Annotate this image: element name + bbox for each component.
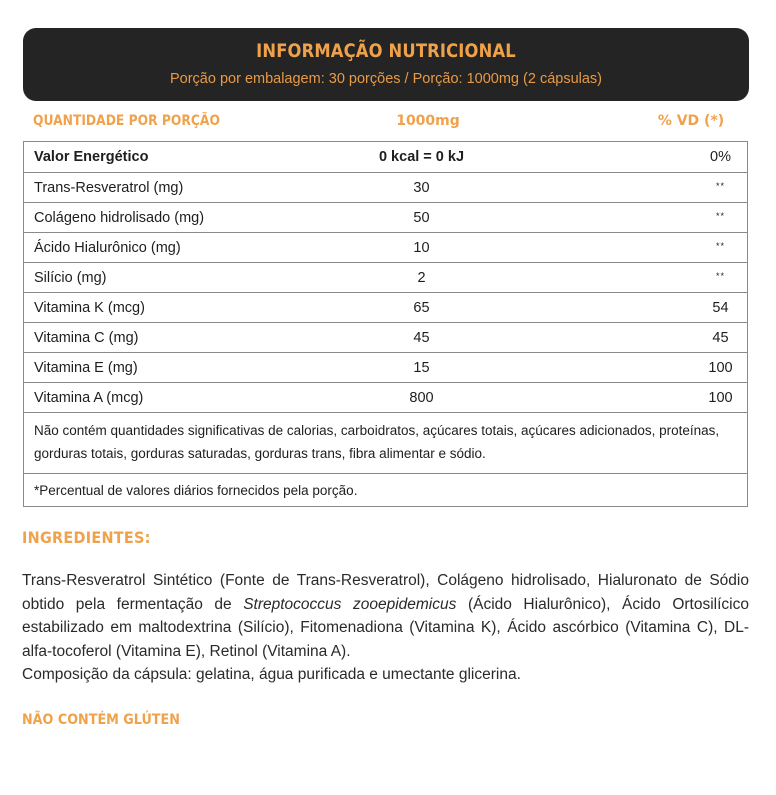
nutrient-name: Vitamina C (mg): [24, 323, 360, 353]
table-note: Não contém quantidades significativas de calorias, carboidratos, açúcares totais, açúcares adicionados, proteínas, gorduras totais, gorduras saturadas, gorduras trans, fibra alimentar e sódio.: [24, 413, 748, 474]
nutrient-value: 30: [359, 173, 484, 203]
table-row: [24, 293, 748, 323]
nutrient-value: 10: [359, 233, 484, 263]
nutrient-value: 65: [359, 293, 484, 323]
nutrient-dv: 100: [484, 353, 748, 383]
nutrient-name: Vitamina K (mcg): [24, 293, 360, 323]
ingredients-text-part: (Ácido Hialurônico), Ácido Ortosilícico estabilizado em maltodextrina (Silício), Fitomenadiona (Vitamina K), Ácido ascórbico (Vitamina C), DL-alfa-tocoferol (Vitamina E), Retinol (Vitamina A).: [22, 595, 749, 660]
ingredients-text-part: Trans-Resveratrol Sintético (Fonte de Trans-Resveratrol), Colágeno hidrolisado, Hialuronato de Sódio obtido pela fermentação de: [22, 572, 749, 613]
nutrient-dv: **: [715, 180, 725, 191]
column-header-quantity: QUANTIDADE POR PORÇÃO: [33, 113, 220, 129]
nutrient-name: Valor Energético: [24, 142, 360, 173]
table-row: [24, 353, 748, 383]
table-row: [24, 263, 748, 293]
nutrient-dv: 0%: [484, 142, 748, 173]
nutrient-value: 2: [359, 263, 484, 293]
table-row: [24, 233, 748, 263]
column-headers: [23, 113, 749, 135]
nutrient-dv: **: [715, 240, 725, 251]
nutrient-value: 800: [359, 383, 484, 413]
capsule-composition: Composição da cápsula: gelatina, água purificada e umectante glicerina.: [22, 666, 521, 683]
nutrient-value: 15: [359, 353, 484, 383]
ingredients-text: [22, 569, 749, 687]
nutrient-dv: 45: [484, 323, 748, 353]
table-row: [24, 323, 748, 353]
nutrient-name: Trans-Resveratrol (mg): [24, 173, 360, 203]
nutrient-value: 45: [359, 323, 484, 353]
nutrient-name: Vitamina E (mg): [24, 353, 360, 383]
ingredients-title: INGREDIENTES:: [22, 528, 151, 547]
table-row: [24, 173, 748, 203]
nutrient-name: Vitamina A (mcg): [24, 383, 360, 413]
nutrition-title: INFORMAÇÃO NUTRICIONAL: [256, 40, 516, 62]
column-header-amount: 1000mg: [396, 113, 460, 129]
table-footnote: *Percentual de valores diários fornecidos pela porção.: [24, 474, 748, 507]
table-row: [24, 142, 748, 173]
gluten-notice: NÃO CONTÉM GLÚTEN: [22, 712, 180, 728]
nutrient-name: Colágeno hidrolisado (mg): [24, 203, 360, 233]
nutrient-dv: **: [715, 210, 725, 221]
nutrition-header: [23, 28, 749, 101]
nutrient-dv: **: [715, 270, 725, 281]
nutrient-dv: 54: [484, 293, 748, 323]
table-note-row: [24, 413, 748, 474]
nutrient-value: 50: [359, 203, 484, 233]
nutrient-name: Silício (mg): [24, 263, 360, 293]
nutrition-table: [23, 141, 748, 507]
column-header-dv: % VD (*): [657, 113, 725, 129]
table-row: [24, 383, 748, 413]
serving-info: Porção por embalagem: 30 porções / Porção: 1000mg (2 cápsulas): [169, 71, 602, 87]
table-footnote-row: [24, 474, 748, 507]
nutrient-value: 0 kcal = 0 kJ: [359, 142, 484, 173]
nutrient-name: Ácido Hialurônico (mg): [24, 233, 360, 263]
nutrient-dv: 100: [484, 383, 748, 413]
table-row: [24, 203, 748, 233]
ingredients-organism: Streptococcus zooepidemicus: [243, 595, 457, 613]
